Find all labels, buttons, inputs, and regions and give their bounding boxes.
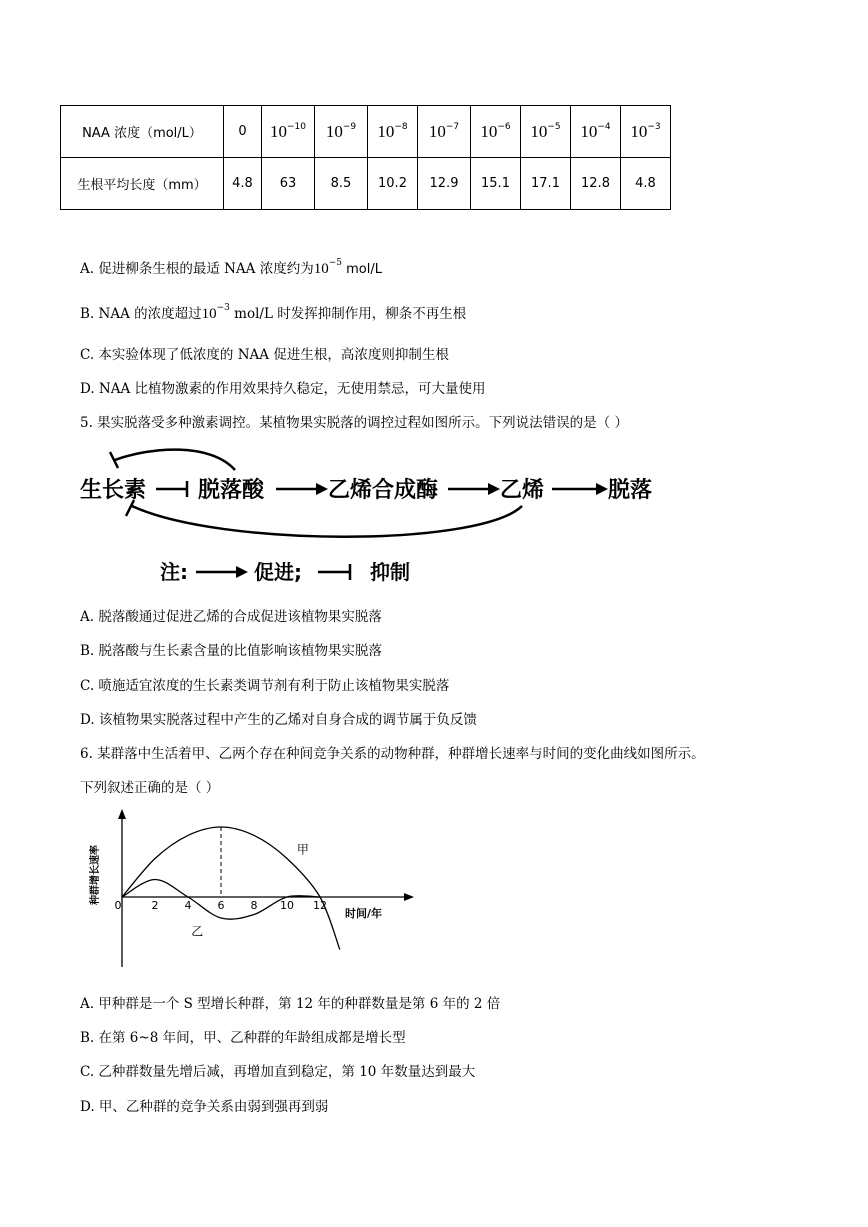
- q6-stem-line2: 下列叙述正确的是（ ）: [80, 780, 220, 796]
- q5-option-a: A. 脱落酸通过促进乙烯的合成促进该植物果实脱落: [80, 609, 382, 625]
- q6-option-c: C. 乙种群数量先增后减，再增加直到稳定，第 10 年数量达到最大: [80, 1064, 476, 1080]
- table-cell: $10^{-7}$: [418, 106, 471, 158]
- x-axis-label: 时间/年: [345, 907, 383, 920]
- arrowhead: [316, 483, 328, 495]
- q5-stem: 5. 果实脱落受多种激素调控。某植物果实脱落的调控过程如图所示。下列说法错误的是（ ）: [80, 415, 628, 431]
- table-cell: $10^{-10}$: [262, 106, 315, 158]
- table-header-concentration: NAA 浓度（mol/L）: [61, 106, 224, 158]
- legend-inhibit-label: 抑制: [370, 560, 410, 584]
- table-cell: 4.8: [621, 158, 671, 210]
- q6-option-a: A. 甲种群是一个 S 型增长种群，第 12 年的种群数量是第 6 年的 2 倍: [80, 996, 501, 1012]
- inhibit-curve-top: [115, 450, 235, 470]
- x-axis-arrowhead: [404, 893, 414, 901]
- q4-option-c: C. 本实验体现了低浓度的 NAA 促进生根，高浓度则抑制生根: [80, 347, 449, 363]
- x-tick-label: 4: [184, 899, 192, 912]
- x-tick-label: 10: [280, 899, 294, 912]
- q5-option-b: B. 脱落酸与生长素含量的比值影响该植物果实脱落: [80, 643, 383, 659]
- x-tick-label: 0: [114, 899, 122, 912]
- legend-note: 注:: [160, 560, 188, 584]
- table-cell: $10^{-6}$: [471, 106, 521, 158]
- table-cell: 4.8: [224, 158, 262, 210]
- x-tick-label: 6: [217, 899, 225, 912]
- table-cell: 12.8: [571, 158, 621, 210]
- arrowhead: [596, 483, 608, 495]
- table-cell: $10^{-9}$: [315, 106, 368, 158]
- y-axis-arrowhead: [118, 809, 126, 819]
- legend-promote-label: 促进;: [254, 560, 302, 584]
- table-cell: 17.1: [521, 158, 571, 210]
- table-cell: 12.9: [418, 158, 471, 210]
- x-tick-label: 2: [151, 899, 159, 912]
- table-row: [61, 158, 671, 210]
- x-tick-label: 12: [313, 899, 327, 912]
- option-text: A. 促进柳条生根的最适 NAA 浓度约为: [80, 261, 314, 277]
- option-exp-base: 10: [313, 261, 329, 277]
- table-header-length: 生根平均长度（mm）: [61, 158, 224, 210]
- table-cell: 0: [224, 106, 262, 158]
- table-cell: $10^{-8}$: [368, 106, 418, 158]
- table-cell: 15.1: [471, 158, 521, 210]
- inhibit-curve-bottom: [132, 506, 522, 537]
- arrowhead: [488, 483, 500, 495]
- table-cell: 10.2: [368, 158, 418, 210]
- option-exp: −5: [328, 258, 343, 268]
- q4-option-d: D. NAA 比植物激素的作用效果持久稳定，无使用禁忌，可大量使用: [80, 381, 486, 397]
- table-cell: 63: [262, 158, 315, 210]
- y-axis-label: 种群增长速率: [90, 845, 101, 905]
- x-tick-label: 8: [250, 899, 258, 912]
- option-unit: mol/L: [342, 262, 382, 277]
- legend-arrowhead: [236, 566, 248, 578]
- q5-option-d: D. 该植物果实脱落过程中产生的乙烯对自身合成的调节属于负反馈: [80, 712, 477, 728]
- growth-rate-chart: [80, 805, 420, 975]
- option-exp-base: 10: [201, 306, 217, 322]
- q6-option-d: D. 甲、乙种群的竞争关系由弱到强再到弱: [80, 1099, 329, 1115]
- table-cell: $10^{-4}$: [571, 106, 621, 158]
- option-exp: −3: [216, 303, 230, 313]
- q6-option-b: B. 在第 6~8 年间，甲、乙种群的年龄组成都是增长型: [80, 1030, 406, 1046]
- node-auxin: 生长素: [80, 478, 147, 503]
- q6-stem-line1: 6. 某群落中生活着甲、乙两个存在种间竞争关系的动物种群，种群增长速率与时间的变化曲线如图所示。: [80, 746, 705, 762]
- series-label: 乙: [191, 924, 204, 939]
- option-text: B. NAA 的浓度超过: [80, 306, 202, 322]
- option-text-tail: mol/L 时发挥抑制作用，柳条不再生根: [229, 306, 467, 322]
- q5-option-c: C. 喷施适宜浓度的生长素类调节剂有利于防止该植物果实脱落: [80, 678, 450, 694]
- table-cell: 8.5: [315, 158, 368, 210]
- table-cell: $10^{-5}$: [521, 106, 571, 158]
- node-abscisic-acid: 脱落酸: [198, 478, 265, 503]
- naa-table: [60, 105, 671, 210]
- table-cell: $10^{-3}$: [621, 106, 671, 158]
- series-label: 甲: [296, 842, 309, 857]
- q4-option-b: [80, 302, 466, 323]
- node-ethylene: 乙烯: [500, 478, 545, 503]
- q4-option-a: [80, 257, 382, 278]
- hormone-regulation-diagram: [60, 442, 700, 592]
- node-abscission: 脱落: [608, 478, 653, 503]
- table-row: [61, 106, 671, 158]
- node-ethylene-synthase: 乙烯合成酶: [328, 478, 439, 503]
